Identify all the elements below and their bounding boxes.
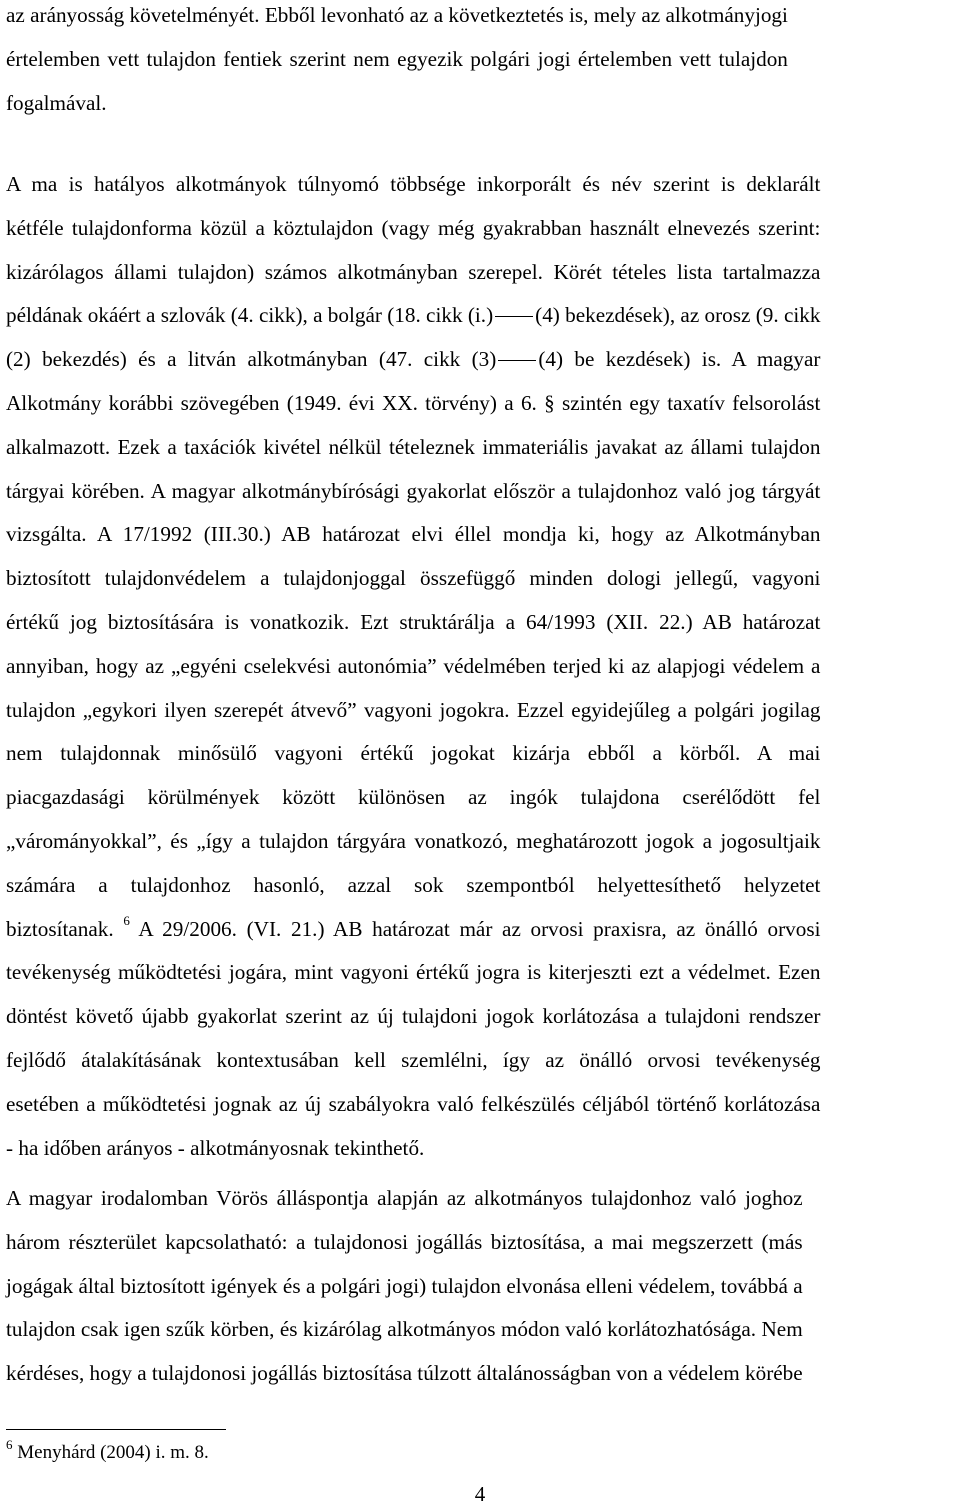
text-line: nem tulajdonnak minősülő vagyoni értékű jogokat kizárja ebből a körből. A mai [6,741,821,766]
text-segment: (4) bekezdések), az orosz (9. cikk [535,303,821,328]
text-line: kérdéses, hogy a tulajdonosi jogállás biztosítása túlzott általánosságban von a védelem körébe [6,1361,803,1386]
text-line: három részterület kapcsolatható: a tulajdonosi jogállás biztosítása, a mai megszerzett (más [6,1229,803,1254]
text-line: kétféle tulajdonforma közül a köztulajdon (vagy még gyakrabban használt elnevezés szerint: [6,215,821,240]
text-line: annyiban, hogy az „egyéni cselekvési autonómia” védelmében terjed ki az alapjogi védelem a [6,653,821,678]
text-line: tulajdon „egykori ilyen szerepét átvevő” vagyoni jogokra. Ezzel egyidejűleg a polgári jogilag [6,697,821,722]
text-line: Alkotmány korábbi szövegében (1949. évi XX. törvény) a 6. § szintén egy taxatív felsorolást [6,390,821,415]
text-segment: biztosítanak. [6,916,114,941]
text-line: biztosított tulajdonvédelem a tulajdonjoggal összefüggő minden dologi jellegű, vagyoni [6,566,821,591]
text-segment: példának okáért a szlovák (4. cikk), a bolgár (18. cikk (i.) [6,303,494,328]
paragraph-2 [6,163,820,1170]
paragraph-3 [6,1177,803,1396]
paragraph-1 [6,0,788,125]
text-line: alkalmazott. Ezek a taxációk kivétel nélkül tételeznek immateriális javakat az állami tulajdon [6,434,821,459]
text-line: fejlődő átalakításának kontextusában kell szemlélni, így az önálló orvosi tevékenység [6,1047,821,1072]
text-line: jogágak által biztosított igények és a polgári jogi) tulajdon elvonása elleni védelem, továbbá a [6,1273,803,1298]
text-line: „várományokkal”, és „így a tulajdon tárgyára vonatkozó, meghatározott jogok a jogosultjaik [6,828,821,853]
text-line: esetében a működtetési jognak az új szabályokra való felkészülés céljából történő korlátozása [6,1091,821,1116]
text-line: A magyar irodalomban Vörös álláspontja alapján az alkotmányos tulajdonhoz való joghoz [6,1186,803,1210]
text-line: A ma is hatályos alkotmányok túlnyomó többsége inkorporált és név szerint is deklarált [6,172,821,196]
text-line: - ha időben arányos - alkotmányosnak tekinthető. [6,1135,425,1160]
footnote [6,1436,209,1466]
text-line: értelemben vett tulajdon fentiek szerint nem egyezik polgári jogi értelemben vett tulajdon [6,46,788,71]
text-segment: A 29/2006. (VI. 21.) AB határozat már az orvosi praxisra, az önálló orvosi [129,916,821,941]
text-line: kizárólagos állami tulajdon) számos alkotmányban szerepel. Körét tételes lista tartalmazza [6,259,821,284]
text-segment: (2) bekezdés) és a litván alkotmányban (47. cikk (3) [6,347,497,372]
text-segment: (4) be kezdések) is. A magyar [538,347,821,372]
text-line-with-footnote-ref [6,908,820,952]
footnote-marker: 6 [6,1436,13,1452]
footnote-reference[interactable]: 6 [123,913,130,929]
page-number: 4 [474,1482,486,1506]
text-line: tulajdon csak igen szűk körben, és kizárólag alkotmányos módon való korlátozhatósága. Nem [6,1317,803,1342]
text-line-with-dash [6,338,820,382]
footnote-text: Menyhárd (2004) i. m. 8. [12,1442,209,1463]
text-line: döntést követő újabb gyakorlat szerint az új tulajdoni jogok korlátozása a tulajdoni rendszer [6,1004,821,1029]
text-line: értékű jog biztosítására is vonatkozik. Ezt struktárálja a 64/1993 (XII. 22.) AB határozat [6,609,821,634]
dash-rule [498,360,536,361]
text-line: számára a tulajdonhoz hasonló, azzal sok szempontból helyettesíthető helyzetet [6,872,821,897]
text-line: az arányosság követelményét. Ebből levonható az a következtetés is, mely az alkotmányjogi [6,3,788,27]
text-line: tárgyai körében. A magyar alkotmánybírósági gyakorlat először a tulajdonhoz való jog tárgyát [6,478,821,503]
text-line-with-dash [6,294,820,338]
dash-rule [495,316,533,317]
text-line: fogalmával. [6,90,107,115]
text-line: tevékenység működtetési jogára, mint vagyoni értékű jogra is kiterjeszti ezt a védelmet. Ezen [6,960,821,985]
footnote-separator [6,1429,226,1430]
text-line: vizsgálta. A 17/1992 (III.30.) AB határozat elvi éllel mondja ki, hogy az Alkotmányban [6,522,821,547]
text-line: piacgazdasági körülmények között különösen az ingók tulajdona cserélődött fel [6,785,821,810]
